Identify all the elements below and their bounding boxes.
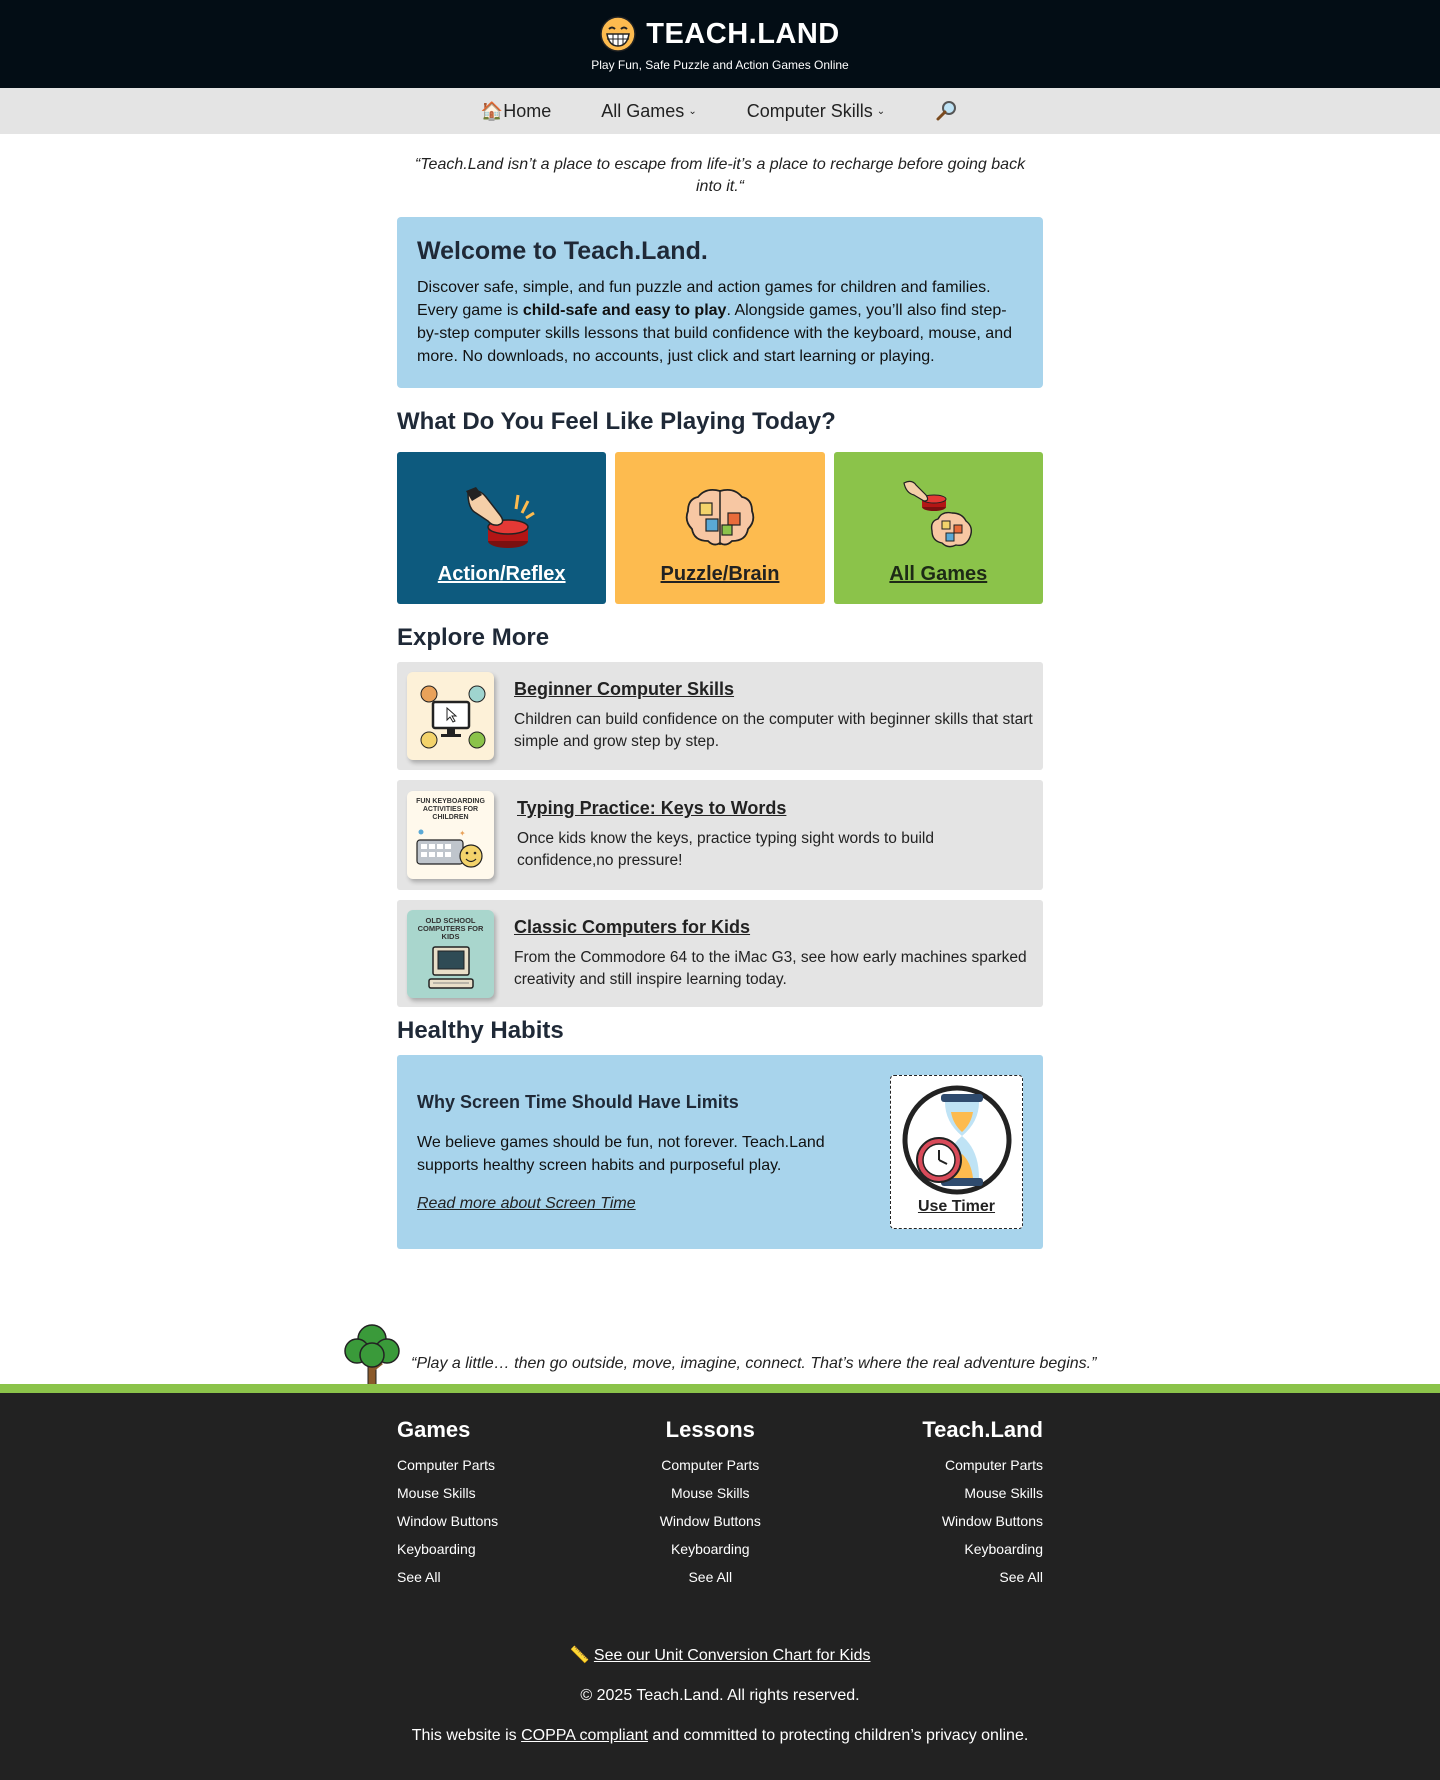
outdoor-quote-text: “Play a little… then go outside, move, imagine, connect. That’s where the real adventure begins.”	[411, 1355, 1097, 1372]
unit-conversion-link[interactable]: See our Unit Conversion Chart for Kids	[593, 1647, 871, 1664]
intro-quote: “Teach.Land isn’t a place to escape from life-it’s a place to recharge before going back into it.“	[414, 156, 1026, 195]
nav-all-games[interactable]	[601, 101, 696, 122]
category-all-games[interactable]	[834, 452, 1043, 604]
footer-columns	[397, 1393, 1043, 1597]
welcome-box	[397, 217, 1043, 388]
nav-home[interactable]	[481, 101, 551, 122]
outdoor-quote	[343, 1323, 1096, 1385]
category-label: All Games	[889, 563, 988, 585]
footer-column-lessons	[660, 1417, 761, 1597]
puzzle-brain-icon	[684, 485, 756, 551]
thumbnail-caption: OLD SCHOOL COMPUTERS FOR KIDS	[417, 915, 484, 941]
healthy-habits-box	[397, 1055, 1043, 1249]
hourglass-clock-icon	[901, 1084, 1013, 1196]
play-section-title: What Do You Feel Like Playing Today?	[397, 408, 836, 435]
use-timer-label: Use Timer	[917, 1198, 996, 1215]
footer-link[interactable]: Computer Parts	[944, 1457, 1043, 1473]
category-grid	[397, 452, 1043, 604]
footer-link[interactable]: See All	[397, 1569, 441, 1585]
explore-section-title: Explore More	[397, 624, 550, 651]
main-content	[397, 154, 1043, 1249]
habits-section-title: Healthy Habits	[397, 1017, 564, 1044]
coppa-text: and committed to protecting children’s privacy online.	[647, 1727, 1029, 1744]
footer-link[interactable]: Keyboarding	[964, 1541, 1043, 1557]
welcome-text-part: Discover safe, simple, and fun puzzle and action games for children and families. Every game is	[417, 279, 991, 319]
nav-computer-skills-label: Computer Skills	[746, 100, 873, 121]
explore-card-classic[interactable]	[397, 900, 1043, 1007]
category-puzzle-brain[interactable]	[615, 452, 824, 604]
footer-link[interactable]: Keyboarding	[670, 1541, 750, 1557]
computer-monitor-icon	[411, 676, 491, 756]
copyright: © 2025 Teach.Land. All rights reserved.	[580, 1687, 860, 1704]
button-press-icon	[462, 485, 542, 551]
explore-card-title[interactable]: Typing Practice: Keys to Words	[517, 798, 787, 818]
explore-card-title[interactable]: Classic Computers for Kids	[514, 916, 751, 937]
footer-link[interactable]: See All	[999, 1569, 1043, 1585]
explore-card-description: From the Commodore 64 to the iMac G3, see how early machines sparked creativity and still inspire learning today.	[514, 948, 1027, 988]
footer-link[interactable]: Mouse Skills	[964, 1485, 1043, 1501]
footer-link[interactable]: Computer Parts	[397, 1457, 496, 1473]
main-nav	[0, 88, 1440, 134]
nav-all-games-label: All Games	[601, 100, 685, 121]
welcome-text-part: . Alongside games, you’ll also find step-by-step computer skills lessons that build confidence with the keyboard, mouse, and more. No downloads, no accounts, just click and start learning or playing.	[417, 302, 1012, 365]
footer-column-title: Games	[397, 1417, 471, 1442]
typing-practice-thumbnail	[407, 791, 494, 879]
chevron-down-icon: ⌄	[688, 105, 697, 117]
welcome-text-bold: child-safe and easy to play	[522, 302, 727, 319]
explore-card-text	[514, 917, 1033, 991]
explore-card-title[interactable]: Beginner Computer Skills	[514, 679, 735, 699]
explore-card-text	[514, 679, 1033, 753]
tree-icon	[343, 1323, 401, 1385]
thumbnail-caption: FUN KEYBOARDING ACTIVITIES FOR CHILDREN	[416, 798, 485, 821]
footer-link[interactable]: Mouse Skills	[670, 1485, 750, 1501]
category-label: Puzzle/Brain	[660, 563, 780, 585]
footer-link[interactable]: See All	[688, 1569, 733, 1585]
explore-card-description: Once kids know the keys, practice typing sight words to build confidence,no pressure!	[517, 830, 934, 869]
footer-column-title: Lessons	[665, 1417, 755, 1442]
habits-card-title: Why Screen Time Should Have Limits	[417, 1091, 739, 1112]
footer-link[interactable]: Keyboarding	[397, 1541, 476, 1557]
welcome-text	[417, 276, 1023, 368]
footer-link[interactable]: Mouse Skills	[397, 1485, 476, 1501]
unit-conversion-row	[0, 1645, 1440, 1665]
grinning-face-icon	[600, 16, 636, 52]
habits-card-text: We believe games should be fun, not forever. Teach.Land supports healthy screen habits and purposeful play.	[417, 1133, 825, 1174]
category-action-reflex[interactable]	[397, 452, 606, 604]
coppa-text: This website is	[411, 1727, 522, 1744]
explore-card-text	[517, 798, 1033, 872]
classic-computers-thumbnail	[407, 910, 494, 998]
nav-computer-skills[interactable]	[747, 101, 885, 122]
keyboard-icon	[411, 826, 491, 872]
retro-computer-icon	[421, 945, 481, 991]
footer-column-title: Teach.Land	[922, 1417, 1043, 1442]
footer-link[interactable]: Window Buttons	[397, 1513, 499, 1529]
coppa-link[interactable]: COPPA compliant	[521, 1727, 648, 1744]
screen-time-link[interactable]: Read more about Screen Time	[417, 1194, 636, 1212]
use-timer-button[interactable]	[890, 1075, 1023, 1229]
footer-link[interactable]: Computer Parts	[661, 1457, 760, 1473]
brand[interactable]	[600, 16, 840, 52]
site-title: TEACH.LAND	[646, 17, 840, 50]
footer-bottom	[0, 1645, 1440, 1745]
footer-link[interactable]: Window Buttons	[941, 1513, 1043, 1529]
footer-column-teachland	[922, 1417, 1043, 1597]
category-label: Action/Reflex	[437, 563, 566, 585]
site-footer	[0, 1384, 1440, 1780]
chevron-down-icon: ⌄	[876, 105, 886, 117]
computer-skills-thumbnail	[407, 672, 494, 760]
explore-card-description: Children can build confidence on the computer with beginner skills that start simple and grow step by step.	[514, 711, 1033, 750]
site-tagline: Play Fun, Safe Puzzle and Action Games Online	[591, 58, 849, 72]
ruler-icon: 📏	[569, 1647, 590, 1664]
site-header	[0, 0, 1440, 88]
coppa-notice	[0, 1727, 1440, 1745]
explore-card-beginner[interactable]	[397, 662, 1043, 770]
habits-text	[417, 1092, 837, 1213]
footer-link[interactable]: Window Buttons	[659, 1513, 761, 1529]
explore-card-typing[interactable]	[397, 780, 1043, 890]
welcome-title: Welcome to Teach.Land.	[417, 237, 708, 265]
magnifier-icon[interactable]	[935, 99, 959, 123]
svg-text:✦: ✦	[458, 829, 466, 838]
all-games-icon	[898, 477, 978, 551]
nav-home-label: 🏠Home	[480, 100, 552, 121]
footer-column-games	[397, 1417, 498, 1597]
